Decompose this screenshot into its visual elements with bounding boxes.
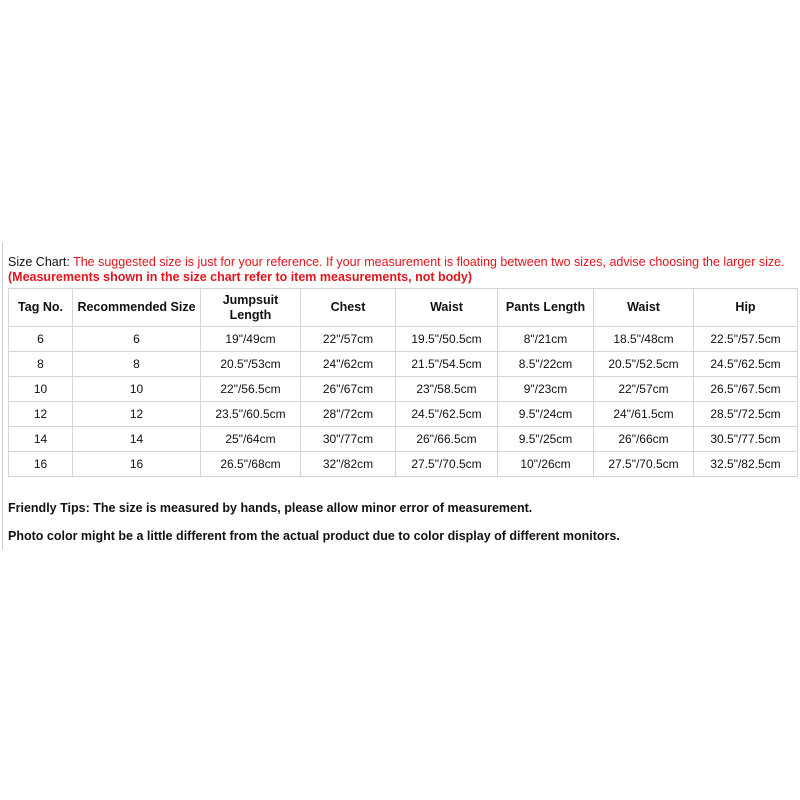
table-cell: 22"/57cm — [301, 327, 396, 352]
table-cell: 18.5"/48cm — [594, 327, 694, 352]
table-cell: 30"/77cm — [301, 427, 396, 452]
table-cell: 6 — [9, 327, 73, 352]
table-cell: 20.5"/52.5cm — [594, 352, 694, 377]
table-header-row — [9, 289, 798, 327]
table-cell: 32"/82cm — [301, 452, 396, 477]
table-cell: 9.5"/24cm — [498, 402, 594, 427]
table-cell: 27.5"/70.5cm — [594, 452, 694, 477]
table-cell: 30.5"/77.5cm — [694, 427, 798, 452]
table-cell: 25"/64cm — [201, 427, 301, 452]
photo-color-note: Photo color might be a little different from the actual product due to color display of different monitors. — [8, 529, 620, 543]
table-cell: 14 — [9, 427, 73, 452]
table-cell: 26.5"/68cm — [201, 452, 301, 477]
friendly-tips: Friendly Tips: The size is measured by hands, please allow minor error of measurement. — [8, 501, 533, 515]
table-row — [9, 377, 798, 402]
measurement-note: (Measurements shown in the size chart refer to item measurements, not body) — [8, 270, 472, 284]
table-cell: 16 — [73, 452, 201, 477]
size-table — [8, 288, 798, 477]
table-cell: 26.5"/67.5cm — [694, 377, 798, 402]
column-header: Chest — [301, 289, 396, 327]
column-header: Pants Length — [498, 289, 594, 327]
table-cell: 22"/57cm — [594, 377, 694, 402]
table-row — [9, 452, 798, 477]
table-cell: 8 — [9, 352, 73, 377]
table-cell: 10 — [9, 377, 73, 402]
table-cell: 19.5"/50.5cm — [396, 327, 498, 352]
table-cell: 27.5"/70.5cm — [396, 452, 498, 477]
column-header: Hip — [694, 289, 798, 327]
table-cell: 24.5"/62.5cm — [694, 352, 798, 377]
table-cell: 9"/23cm — [498, 377, 594, 402]
table-row — [9, 327, 798, 352]
table-cell: 8.5"/22cm — [498, 352, 594, 377]
table-cell: 16 — [9, 452, 73, 477]
table-cell: 22"/56.5cm — [201, 377, 301, 402]
table-cell: 23.5"/60.5cm — [201, 402, 301, 427]
column-header: Waist — [396, 289, 498, 327]
table-cell: 21.5"/54.5cm — [396, 352, 498, 377]
table-row — [9, 427, 798, 452]
column-header: Jumpsuit Length — [201, 289, 301, 327]
size-chart-label: Size Chart — [8, 255, 67, 269]
table-cell: 26"/67cm — [301, 377, 396, 402]
table-row — [9, 352, 798, 377]
table-cell: 32.5"/82.5cm — [694, 452, 798, 477]
separator: : — [66, 255, 74, 269]
table-cell: 6 — [73, 327, 201, 352]
table-cell: 12 — [9, 402, 73, 427]
column-header: Tag No. — [9, 289, 73, 327]
table-cell: 23"/58.5cm — [396, 377, 498, 402]
table-cell: 22.5"/57.5cm — [694, 327, 798, 352]
table-cell: 20.5"/53cm — [201, 352, 301, 377]
table-cell: 28.5"/72.5cm — [694, 402, 798, 427]
table-cell: 10 — [73, 377, 201, 402]
table-cell: 14 — [73, 427, 201, 452]
size-chart-intro — [8, 255, 800, 285]
table-cell: 28"/72cm — [301, 402, 396, 427]
table-cell: 24"/61.5cm — [594, 402, 694, 427]
table-cell: 24"/62cm — [301, 352, 396, 377]
size-note: The suggested size is just for your reference. If your measurement is floating between two sizes, advise choosing the larger size. — [73, 255, 785, 269]
table-row — [9, 402, 798, 427]
table-cell: 9.5"/25cm — [498, 427, 594, 452]
table-cell: 12 — [73, 402, 201, 427]
table-cell: 19"/49cm — [201, 327, 301, 352]
table-cell: 10"/26cm — [498, 452, 594, 477]
table-cell: 8"/21cm — [498, 327, 594, 352]
column-header: Recommended Size — [73, 289, 201, 327]
table-cell: 24.5"/62.5cm — [396, 402, 498, 427]
table-cell: 26"/66.5cm — [396, 427, 498, 452]
column-header: Waist — [594, 289, 694, 327]
table-cell: 26"/66cm — [594, 427, 694, 452]
table-cell: 8 — [73, 352, 201, 377]
